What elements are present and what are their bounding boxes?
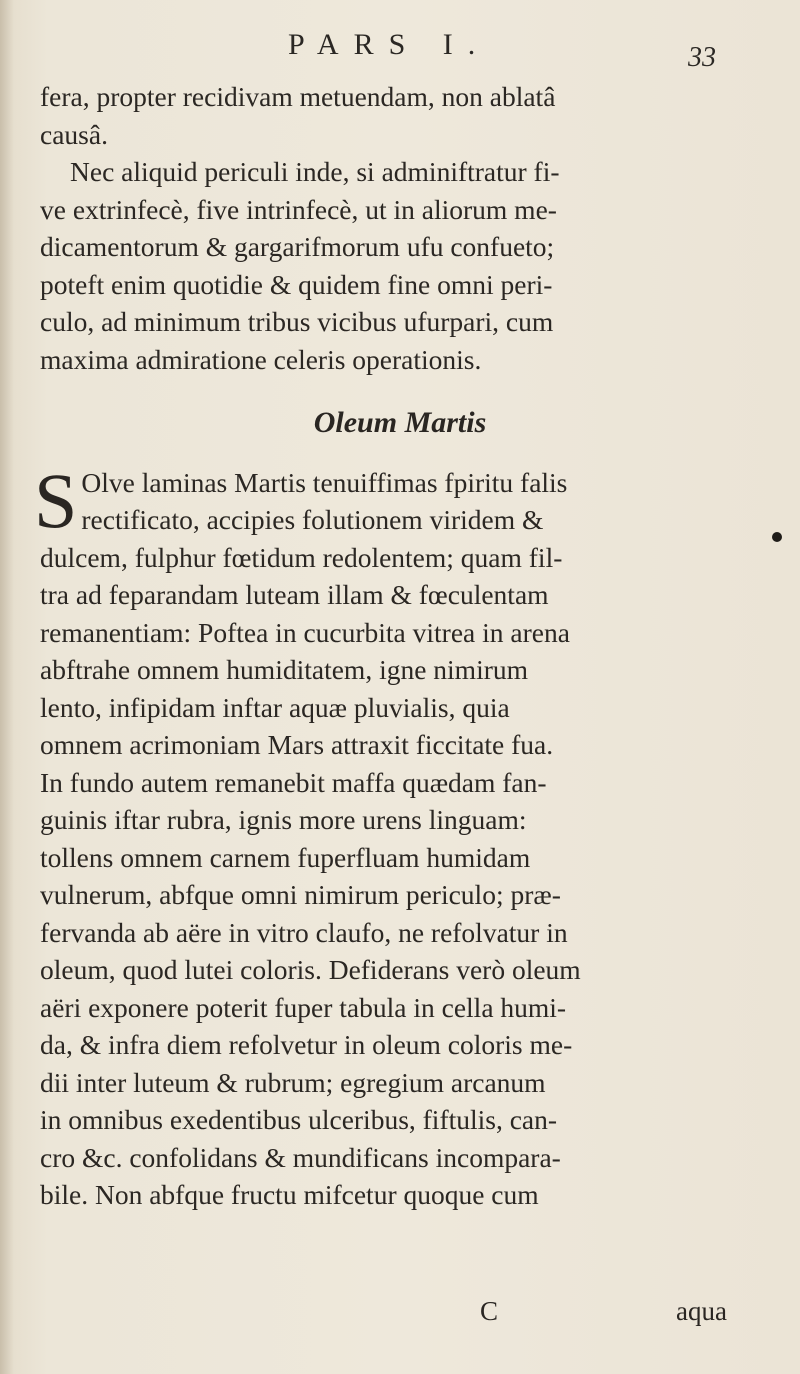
text-line: poteft enim quotidie & quidem fine omni peri-: [40, 268, 553, 300]
text-line: fera, propter recidivam metuendam, non ablatâ: [40, 81, 556, 112]
text-line: ve extrinfecè, five intrinfecè, ut in aliorum me-: [40, 193, 557, 225]
text-block: [34, 78, 760, 1214]
text-line: dicamentorum & gargarifmorum ufu confueto;: [40, 231, 555, 262]
text-line: omnem acrimoniam Mars attraxit ficcitate fua.: [40, 729, 554, 760]
text-line: vulnerum, abfque omni nimirum periculo; præ-: [40, 879, 561, 910]
text-line: Nec aliquid periculi inde, si adminiftratur fi-: [70, 156, 560, 187]
text-line: dii inter luteum & rubrum; egregium arcanum: [40, 1066, 546, 1098]
text-line: Olve laminas Martis tenuiffimas fpiritu falis: [81, 466, 568, 498]
text-line: lento, infipidam inftar aquæ pluvialis, quia: [40, 691, 510, 723]
text-line: fervanda ab aëre in vitro claufo, ne refolvatur in: [40, 916, 568, 948]
page-gutter-shadow: [0, 0, 14, 1374]
text-line: dulcem, fulphur fœtidum redolentem; quam fil-: [40, 541, 563, 573]
text-line: remanentiam: Poftea in cucurbita vitrea in arena: [40, 616, 570, 648]
text-line: cro &c. confolidans & mundificans incompara-: [40, 1141, 561, 1173]
section-heading: Oleum Martis: [313, 406, 487, 439]
text-line: tollens omnem carnem fuperfluam humidam: [40, 841, 531, 873]
text-line: da, & infra diem refolvetur in oleum coloris me-: [40, 1029, 573, 1060]
text-line: rectificato, accipies folutionem viridem &: [81, 504, 544, 535]
page-header: [0, 28, 800, 78]
text-line: aëri exponere poterit fuper tabula in cella humi-: [40, 991, 567, 1023]
drop-cap: S: [34, 456, 78, 544]
text-line: guinis iftar rubra, ignis more urens linguam:: [40, 804, 527, 835]
page-footer: [0, 1296, 800, 1336]
main-paragraph: [34, 456, 760, 1214]
text-line: tra ad feparandam luteam illam & fœculentam: [40, 579, 549, 610]
signature-mark: C: [480, 1296, 499, 1326]
ink-dot-mark: [772, 532, 782, 542]
catchword: aqua: [676, 1296, 727, 1326]
text-line: maxima admiratione celeris operationis.: [40, 343, 482, 375]
text-line: abftrahe omnem humiditatem, igne nimirum: [40, 654, 529, 685]
text-line: In fundo autem remanebit maffa quædam fan-: [40, 766, 547, 798]
page-number: 33: [688, 42, 716, 73]
paragraph-1: [40, 78, 760, 153]
text-line: in omnibus exedentibus ulceribus, fiftulis, can-: [40, 1104, 558, 1135]
text-line: causâ.: [40, 118, 108, 150]
text-line: oleum, quod lutei coloris. Defiderans verò oleum: [40, 954, 581, 985]
text-line: bile. Non abfque fructu mifcetur quoque cum: [40, 1179, 539, 1210]
paragraph-2: [40, 153, 760, 378]
running-head: PARS I.: [288, 28, 491, 61]
text-line: culo, ad minimum tribus vicibus ufurpari, cum: [40, 306, 554, 337]
